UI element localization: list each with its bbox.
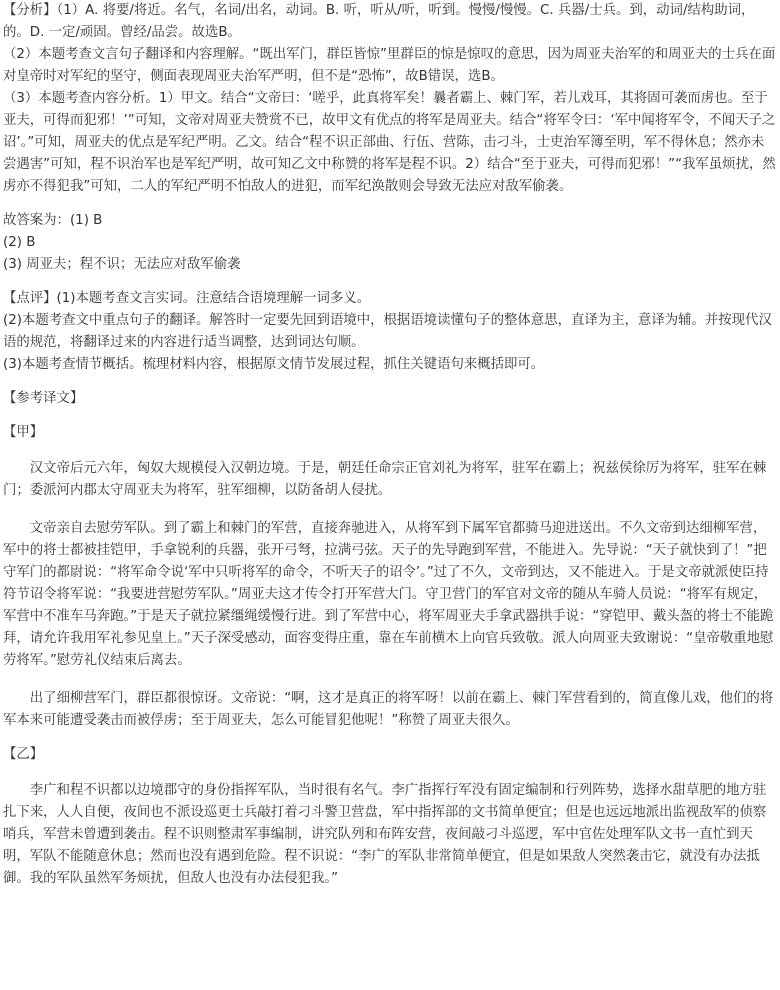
answer-1: 故答案为：(1) B — [3, 213, 103, 228]
analysis-part-1: 【分析】（1）A. 将要/将近。名气，名词/出名，动词。B. 听，听从/听，听到。慢慢/慢慢。C. 兵器/士兵。到，动词/结构助词，的。D. 一定/顽固。曾经/品尝。故选B。 — [3, 3, 755, 40]
analysis-section — [3, 0, 776, 198]
jia-paragraph-1: 汉文帝后元六年，匈奴大规模侵入汉朝边境。于是，朝廷任命宗正官刘礼为将军，驻军在霸上；祝兹侯徐厉为将军，驻军在棘门；委派河内郡太守周亚夫为将军，驻军细柳，以防备胡人侵扰。 — [3, 461, 767, 498]
section-label-jia: 【甲】 — [3, 425, 44, 440]
answer-2: (2) B — [3, 235, 36, 250]
comment-2: (2)本题考查文中重点句子的翻译。解答时一定要先回到语境中，根据语境读懂句子的整体意思，直译为主，意译为辅。并按现代汉语的规范，将翻译过来的内容进行适当调整，达到词达句顺。 — [3, 313, 772, 350]
answer-section — [3, 210, 776, 276]
comment-1: 【点评】(1)本题考查文言实词。注意结合语境理解一词多义。 — [3, 291, 371, 306]
answer-3: (3) 周亚夫；程不识；无法应对敌军偷袭 — [3, 257, 241, 272]
analysis-part-3: （3）本题考查内容分析。1）甲文。结合“文帝曰：‘嗟乎，此真将军矣！曩者霸上、棘门军，若儿戏耳，其将固可袭而虏也。至于亚夫，可得而犯邪！’”可知，文帝对周亚夫赞赏不已，故甲文有优点的将军是周亚夫。结合“将军令曰：‘军中闻将军令，不闻天子之诏’。”可知，周亚夫的优点是军纪严明。乙文。结合“程不识正部曲、行伍、营陈，击刁斗，士吏治军簿至明，军不得休息；然亦未尝遇害”可知，程不识治军也是军纪严明，故可知乙文中称赞的将军是程不识。2）结合“至于亚夫，可得而犯邪！”“我军虽烦扰，然虏亦不得犯我”可知，二人的军纪严明不怕敌人的进犯，而军纪涣散则会导致无法应对敌军偷袭。 — [3, 91, 776, 194]
comment-3: (3)本题考查情节概括。梳理材料内容，根据原文情节发展过程，抓住关键语句来概括即可。 — [3, 357, 545, 372]
jia-paragraph-2: 文帝亲自去慰劳军队。到了霸上和棘门的军营，直接奔驰进入，从将军到下属军官都骑马迎进送出。不久文帝到达细柳军营，军中的将士都被挂铠甲，手拿锐利的兵器，张开弓弩，拉满弓弦。天子的先导跑到军营，不能进入。先导说：“天子就快到了！”把守军门的都尉说：“将军命令说‘军中只听将军的命令，不听天子的诏令’。”过了不久，文帝到达，又不能进入。于是文帝就派使臣持符节诏令将军说：“我要进营慰劳军队。”周亚夫这才传令打开军营大门。守卫营门的军官对文帝的随从车骑人员说：“将军有规定，军营中不准车马奔跑。”于是天子就拉紧缰绳缓慢行进。到了军营中心，将军周亚夫手拿武器拱手说：“穿铠甲、戴头盔的将士不能跪拜，请允许我用军礼参见皇上。”天子深受感动，面容变得庄重，靠在车前横木上向官兵致敬。派人向周亚夫致谢说：“皇帝敬重地慰劳将军。”慰劳礼仪结束后离去。 — [3, 521, 774, 668]
comment-section — [3, 288, 776, 376]
yi-paragraph-1: 李广和程不识都以边境郡守的身份指挥军队，当时很有名气。李广指挥行军没有固定编制和行列阵势，选择水甜草肥的地方驻扎下来，人人自便，夜间也不派设巡更士兵敲打着刁斗警卫营盘，军中指挥部的文书简单便宜；但是也远远地派出监视敌军的侦察哨兵，军营未曾遭到袭击。程不识则整肃军事编制，讲究队列和布阵安营，夜间敲刁斗巡逻，军中官佐处理军队文书一直忙到天明，军队不能随意休息；然而也没有遇到危险。程不识说：“李广的军队非常简单便宜，但是如果敌人突然袭击它，就没有办法抵御。我的军队虽然军务烦扰，但敌人也没有办法侵犯我。” — [3, 783, 767, 886]
reference-title: 【参考译文】 — [3, 391, 84, 406]
section-label-yi: 【乙】 — [3, 747, 44, 762]
analysis-part-2: （2）本题考查文言句子翻译和内容理解。“既出军门，群臣皆惊”里群臣的惊是惊叹的意思，因为周亚夫治军的和周亚夫的士兵在面对皇帝时对军纪的坚守，侧面表现周亚夫治军严明，但不是“恐怖”，故B错误，选B。 — [3, 47, 776, 84]
jia-paragraph-3: 出了细柳营军门，群臣都很惊讶。文帝说：“啊，这才是真正的将军呀！以前在霸上、棘门军营看到的，简直像儿戏，他们的将军本来可能遭受袭击而被俘虏；至于周亚夫，怎么可能冒犯他呢！”称赞了周亚夫很久。 — [3, 691, 774, 728]
